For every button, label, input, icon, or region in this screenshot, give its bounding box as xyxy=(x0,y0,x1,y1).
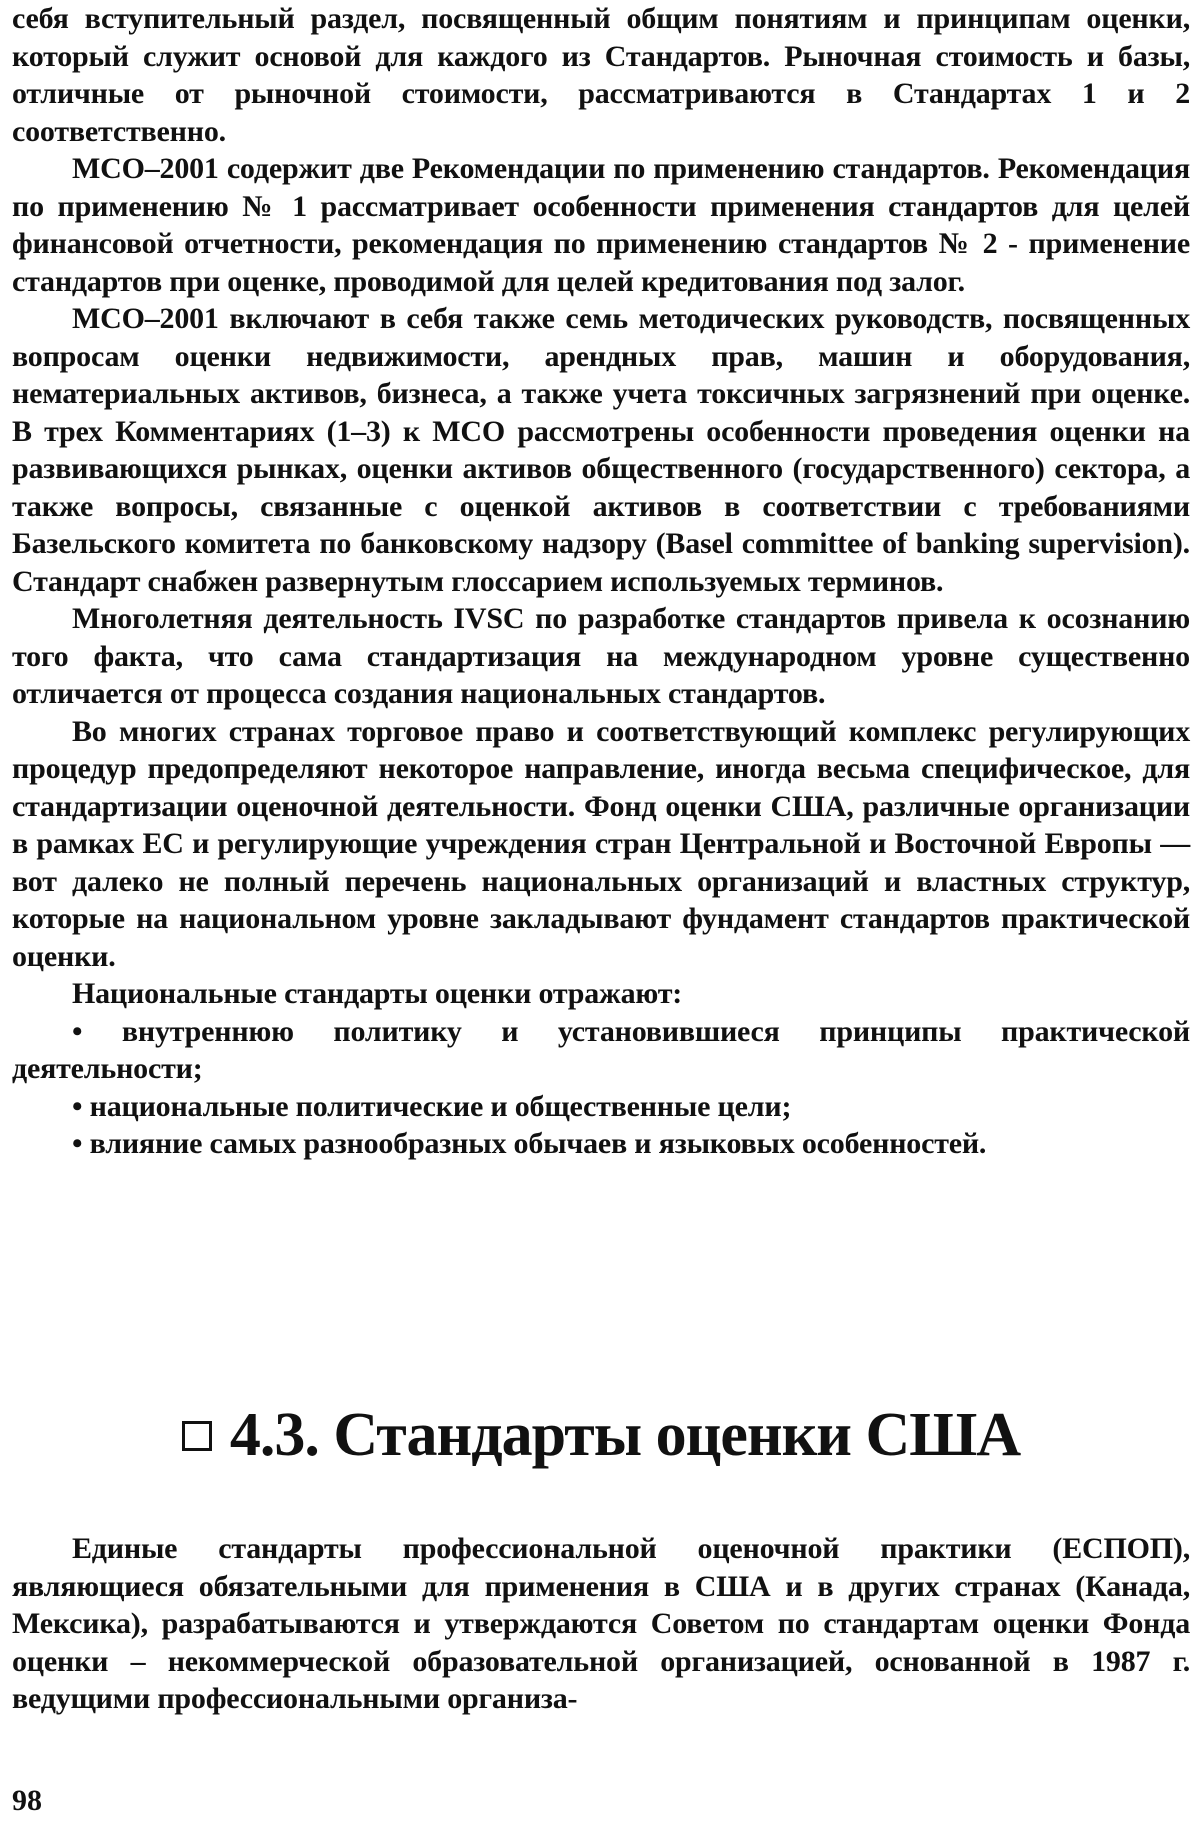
paragraph-continuation: себя вступительный раздел, посвященный общим понятиям и принципам оценки, который служит основой для каждого из Стандартов. Рыночная стоимость и базы, отличные от рыночной стоимости, рассматриваются в Стандартах 1 и 2 соответственно. xyxy=(12,2,1190,148)
paragraph-ivsc-activity: Многолетняя деятельность IVSC по разработке стандартов привела к осознанию того факта, что сама стандартизация на международном уровне существенно отличается от процесса создания национальных стандартов. xyxy=(12,602,1190,710)
section-heading-text: 4.3. Стандарты оценки США xyxy=(229,1401,1021,1469)
list-item: • национальные политические и общественные цели; xyxy=(72,1089,792,1123)
checkbox-square-icon xyxy=(182,1421,212,1451)
list-item: • внутреннюю политику и установившиеся принципы практической деятельности; xyxy=(12,1014,1190,1085)
list-lead-colon: : xyxy=(672,977,683,1010)
section-heading xyxy=(12,1400,1190,1470)
list-lead-text: Национальные стандарты оценки отражают xyxy=(72,977,673,1010)
page-number: 98 xyxy=(12,1784,42,1817)
bottom-text-block xyxy=(12,1530,1190,1718)
paragraph-mso-recommendations: МСО–2001 содержит две Рекомендации по применению стандартов. Рекомендация по применению № 1 рассматривает особенности применения стандартов для целей финансовой отчетности, рекомендация по применению стандартов № 2 - применение стандартов при оценке, проводимой для целей кредитования под залог. xyxy=(12,152,1190,298)
top-text-block xyxy=(12,0,1190,1163)
list-lead xyxy=(12,975,1190,1013)
list-item: • влияние самых разнообразных обычаев и языковых особенностей. xyxy=(72,1127,987,1160)
paragraph-uspap: Единые стандарты профессиональной оценочной практики (ЕСПОП), являющиеся обязательными для применения в США и в других странах (Канада, Мексика), разрабатываются и утверждаются Советом по стандартам оценки Фонда оценки – некоммерческой образовательной организацией, основанной в 1987 г. ведущими профессиональными организа- xyxy=(12,1532,1190,1715)
paragraph-mso-guidance: МСО–2001 включают в себя также семь методических руководств, посвященных вопросам оценки недвижимости, арендных прав, машин и оборудования, нематериальных активов, бизнеса, а также учета токсичных загрязнений при оценке. В трех Комментариях (1–3) к МСО рассмотрены особенности проведения оценки на развивающихся рынках, оценки активов общественного (государственного) сектора, а также вопросы, связанные с оценкой активов в соответствии с требованиями Базельского комитета по банковскому надзору (Basel committee of banking supervision). Стандарт снабжен развернутым глоссарием используемых терминов. xyxy=(12,302,1190,598)
paragraph-national-regulation: Во многих странах торговое право и соответствующий комплекс регулирующих процедур предопределяют некоторое направление, иногда весьма специфическое, для стандартизации оценочной деятельности. Фонд оценки США, различные организации в рамках ЕС и регулирующие учреждения стран Центральной и Восточной Европы — вот далеко не полный перечень национальных организаций и властных структур, которые на национальном уровне закладывают фундамент стандартов практической оценки. xyxy=(12,714,1190,973)
